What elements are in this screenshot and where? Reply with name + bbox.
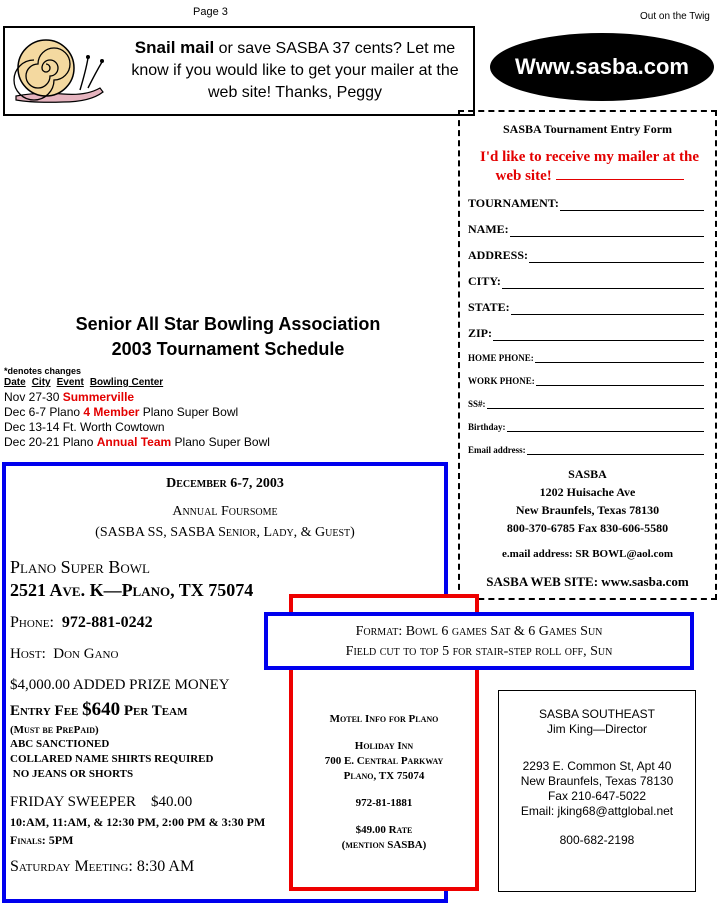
dress-code-note: COLLARED NAME SHIRTS REQUIRED bbox=[10, 753, 214, 765]
venue-address: 2521 Ave. K—Plano, TX 75074 bbox=[10, 580, 254, 600]
format-line: Field cut to top 5 for stair-step roll off, Sun bbox=[345, 644, 613, 659]
southeast-title: SASBA SOUTHEAST bbox=[538, 707, 656, 721]
sweeper-times: 10:AM, 11:AM, & 12:30 PM, 2:00 PM & 3:30 PM bbox=[10, 815, 266, 829]
schedule-header: Date City Event Bowling Center bbox=[4, 377, 164, 388]
mailer-request bbox=[468, 148, 711, 186]
motel-street: 700 E. Central Parkway bbox=[324, 755, 444, 767]
southeast-director: Jim King—Director bbox=[546, 722, 648, 736]
schedule-row: Nov 27-30 Summerville bbox=[4, 390, 135, 404]
newsletter-tagline: Out on the Twig bbox=[640, 11, 710, 22]
tournament-divisions: (SASBA SS, SASBA Senior, Lady, & Guest) bbox=[95, 525, 355, 540]
website-badge[interactable]: Www.sasba.com bbox=[490, 33, 714, 101]
tournament-event: Annual Foursome bbox=[172, 504, 278, 519]
saturday-meeting: Saturday Meeting: 8:30 AM bbox=[10, 858, 195, 875]
entry-form-title: SASBA Tournament Entry Form bbox=[502, 122, 673, 136]
schedule-row: Dec 20-21 Plano Annual Team Plano Super Bowl bbox=[4, 435, 270, 449]
snail-icon bbox=[8, 30, 108, 110]
work-phone-field[interactable]: WORK PHONE: bbox=[468, 375, 704, 386]
southeast-email[interactable]: Email: jking68@attglobal.net bbox=[520, 804, 674, 818]
state-field[interactable]: STATE: bbox=[468, 300, 704, 315]
ss-field[interactable]: SS#: bbox=[468, 398, 704, 409]
name-field[interactable]: NAME: bbox=[468, 222, 704, 237]
entry-form bbox=[458, 110, 717, 600]
southeast-city: New Braunfels, Texas 78130 bbox=[520, 774, 674, 788]
city-field[interactable]: CITY: bbox=[468, 274, 704, 289]
mailer-request-blank[interactable] bbox=[556, 167, 684, 180]
venue-name: Plano Super Bowl bbox=[10, 557, 150, 577]
email-field[interactable]: Email address: bbox=[468, 444, 704, 455]
venue-phone: Phone: 972-881-0242 bbox=[10, 614, 153, 631]
tournament-host: Host: Don Gano bbox=[10, 646, 119, 662]
schedule-title: Senior All Star Bowling Association 2003 Tournament Schedule bbox=[75, 314, 381, 359]
snail-mail-lead: Snail mail bbox=[134, 38, 215, 57]
page-number: Page 3 bbox=[193, 6, 228, 18]
snail-mail-text: or save SASBA 37 cents? Let me know if you would like to get your mailer at the web site! Thanks, Peggy bbox=[131, 40, 459, 101]
dress-code-note: NO JEANS OR SHORTS bbox=[10, 768, 134, 780]
schedule-note: *denotes changes bbox=[4, 366, 82, 376]
sasba-southeast bbox=[498, 690, 696, 892]
home-phone-field[interactable]: HOME PHONE: bbox=[468, 352, 704, 363]
southeast-fax: Fax 210-647-5022 bbox=[547, 789, 647, 803]
sasba-email: e.mail address: SR BOWL@aol.com bbox=[501, 548, 674, 560]
motel-name: Holiday Inn bbox=[354, 740, 414, 752]
format-line: Format: Bowl 6 games Sat & 6 Games Sun bbox=[355, 624, 603, 639]
southeast-phone: 800-682-2198 bbox=[559, 833, 635, 847]
entry-fee: Entry Fee $640 Per Team bbox=[10, 699, 188, 720]
finals-time: Finals: 5PM bbox=[10, 833, 74, 847]
motel-mention: (mention SASBA) bbox=[341, 839, 427, 851]
motel-rate: $49.00 Rate bbox=[355, 824, 413, 836]
motel-city: Plano, TX 75074 bbox=[343, 770, 425, 782]
schedule-row: Dec 13-14 Ft. Worth Cowtown bbox=[4, 420, 165, 434]
sasba-address: SASBA 1202 Huisache Ave New Braunfels, Texas 78130 800-370-6785 Fax 830-606-5580 bbox=[506, 467, 669, 535]
sanction-note: ABC SANCTIONED bbox=[10, 738, 110, 750]
birthday-field[interactable]: Birthday: bbox=[468, 421, 704, 432]
sasba-website: SASBA WEB SITE: www.sasba.com bbox=[486, 574, 689, 589]
tournament-field[interactable]: TOURNAMENT: bbox=[468, 196, 704, 211]
mailer-request-text: I'd like to receive my mailer at the web site! bbox=[480, 149, 699, 184]
motel-title: Motel Info for Plano bbox=[329, 713, 439, 725]
southeast-street: 2293 E. Common St, Apt 40 bbox=[522, 759, 672, 773]
fee-note: (Must be PrePaid) bbox=[10, 724, 99, 736]
zip-field[interactable]: ZIP: bbox=[468, 326, 704, 341]
format-info bbox=[264, 612, 694, 670]
friday-sweeper: FRIDAY SWEEPER $40.00 bbox=[10, 794, 193, 810]
motel-phone: 972-81-1881 bbox=[355, 797, 413, 809]
tournament-date: December 6-7, 2003 bbox=[166, 476, 284, 491]
schedule-row: Dec 6-7 Plano 4 Member Plano Super Bowl bbox=[4, 405, 239, 419]
prize-money: $4,000.00 ADDED PRIZE MONEY bbox=[10, 677, 230, 693]
address-field[interactable]: ADDRESS: bbox=[468, 248, 704, 263]
